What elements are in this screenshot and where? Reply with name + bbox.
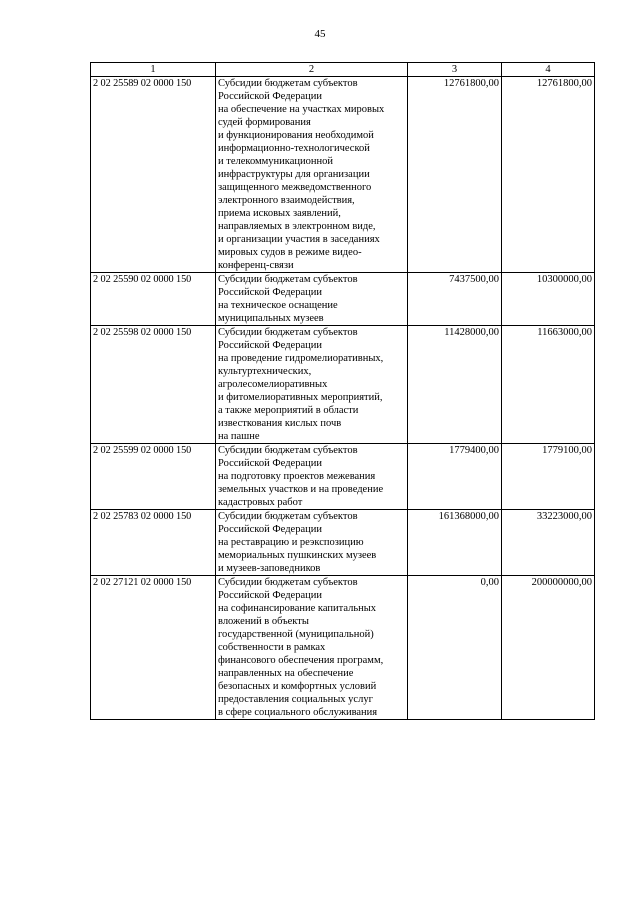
amount-col4: 1779100,00 <box>502 444 595 510</box>
description-line: Субсидии бюджетам субъектов <box>218 577 358 588</box>
description-line: агролесомелиоративных <box>218 379 328 390</box>
description <box>216 510 408 576</box>
amount-col4: 10300000,00 <box>502 273 595 326</box>
description-line: электронного взаимодействия, <box>218 195 355 206</box>
budget-table <box>90 62 595 720</box>
description-line: на софинансирование капитальных <box>218 603 377 614</box>
page-number: 45 <box>314 28 326 40</box>
description-line: Субсидии бюджетам субъектов <box>218 274 358 285</box>
description-line: направленных на обеспечение <box>218 668 354 679</box>
table-body <box>91 77 595 720</box>
description-line: информационно-технологической <box>218 143 370 154</box>
table-row <box>91 510 595 576</box>
column-header-4: 4 <box>502 63 595 77</box>
description-line: земельных участков и на проведение <box>218 484 384 495</box>
amount-col3: 12761800,00 <box>408 77 502 273</box>
description-line: Российской Федерации <box>218 287 322 298</box>
description-line: Субсидии бюджетам субъектов <box>218 78 358 89</box>
amount-col3: 161368000,00 <box>408 510 502 576</box>
amount-col3: 0,00 <box>408 576 502 720</box>
description-line: на пашне <box>218 431 260 442</box>
description <box>216 444 408 510</box>
table-row <box>91 77 595 273</box>
column-header-1: 1 <box>91 63 216 77</box>
description-line: Субсидии бюджетам субъектов <box>218 327 358 338</box>
table-row <box>91 444 595 510</box>
column-header-2: 2 <box>216 63 408 77</box>
table-row <box>91 326 595 444</box>
table-row <box>91 273 595 326</box>
description-line: финансового обеспечения программ, <box>218 655 384 666</box>
description-line: на подготовку проектов межевания <box>218 471 376 482</box>
description-line: на техническое оснащение <box>218 300 338 311</box>
description-line: известкования кислых почв <box>218 418 342 429</box>
description <box>216 576 408 720</box>
description-line: вложений в объекты <box>218 616 309 627</box>
description-line: Российской Федерации <box>218 340 322 351</box>
description-line: Российской Федерации <box>218 524 322 535</box>
description-line: а также мероприятий в области <box>218 405 359 416</box>
description-line: направляемых в электронном виде, <box>218 221 376 232</box>
description-line: предоставления социальных услуг <box>218 694 373 705</box>
description-line: Российской Федерации <box>218 91 322 102</box>
description-line: и музеев-заповедников <box>218 563 321 574</box>
description-line: собственности в рамках <box>218 642 326 653</box>
description-line: на реставрацию и реэкспозицию <box>218 537 364 548</box>
description-line: кадастровых работ <box>218 497 303 508</box>
budget-code: 2 02 27121 02 0000 150 <box>91 576 216 720</box>
description <box>216 273 408 326</box>
budget-code: 2 02 25598 02 0000 150 <box>91 326 216 444</box>
amount-col4: 33223000,00 <box>502 510 595 576</box>
description-line: Российской Федерации <box>218 458 322 469</box>
description-line: Субсидии бюджетам субъектов <box>218 445 358 456</box>
amount-col4: 200000000,00 <box>502 576 595 720</box>
description-line: мировых судов в режиме видео- <box>218 247 362 258</box>
amount-col4: 11663000,00 <box>502 326 595 444</box>
description-line: и организации участия в заседаниях <box>218 234 380 245</box>
budget-code: 2 02 25589 02 0000 150 <box>91 77 216 273</box>
description-line: культуртехнических, <box>218 366 312 377</box>
amount-col4: 12761800,00 <box>502 77 595 273</box>
amount-col3: 7437500,00 <box>408 273 502 326</box>
description-line: и функционирования необходимой <box>218 130 374 141</box>
description-line: на проведение гидромелиоративных, <box>218 353 384 364</box>
header-row <box>91 63 595 77</box>
description-line: судей формирования <box>218 117 311 128</box>
description <box>216 77 408 273</box>
description-line: безопасных и комфортных условий <box>218 681 377 692</box>
description-line: мемориальных пушкинских музеев <box>218 550 377 561</box>
description <box>216 326 408 444</box>
description-line: приема исковых заявлений, <box>218 208 341 219</box>
description-line: инфраструктуры для организации <box>218 169 370 180</box>
description-line: в сфере социального обслуживания <box>218 707 378 718</box>
description-line: на обеспечение на участках мировых <box>218 104 385 115</box>
description-line: защищенного межведомственного <box>218 182 372 193</box>
description-line: муниципальных музеев <box>218 313 324 324</box>
amount-col3: 11428000,00 <box>408 326 502 444</box>
column-header-3: 3 <box>408 63 502 77</box>
budget-code: 2 02 25599 02 0000 150 <box>91 444 216 510</box>
description-line: Российской Федерации <box>218 590 322 601</box>
table-row <box>91 576 595 720</box>
amount-col3: 1779400,00 <box>408 444 502 510</box>
description-line: конференц-связи <box>218 260 294 271</box>
description-line: государственной (муниципальной) <box>218 629 374 640</box>
description-line: и телекоммуникационной <box>218 156 333 167</box>
budget-code: 2 02 25590 02 0000 150 <box>91 273 216 326</box>
budget-code: 2 02 25783 02 0000 150 <box>91 510 216 576</box>
description-line: Субсидии бюджетам субъектов <box>218 511 358 522</box>
description-line: и фитомелиоративных мероприятий, <box>218 392 383 403</box>
